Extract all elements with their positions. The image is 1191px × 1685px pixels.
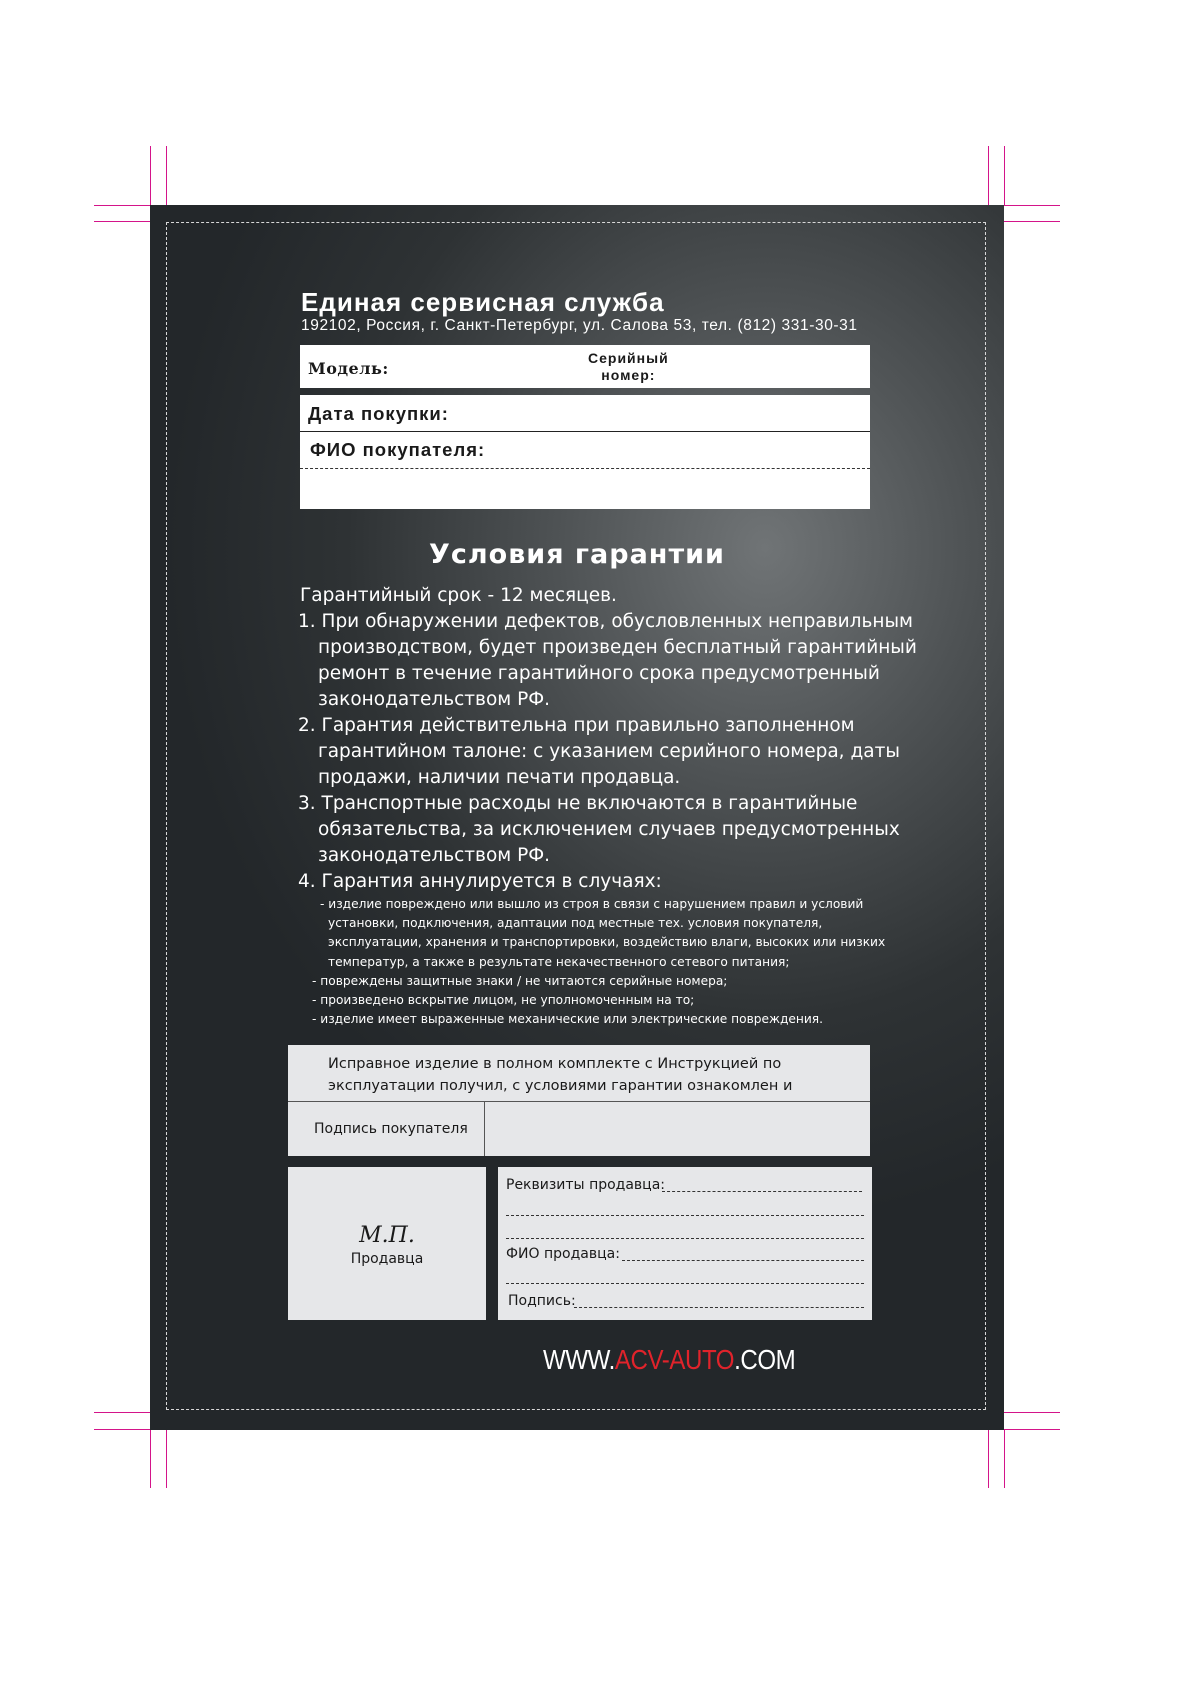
website-url[interactable]: WWW.ACV-AUTO.COM [542, 1344, 795, 1375]
crop-mark [94, 1412, 150, 1413]
stamp-mp: М.П. [359, 1223, 415, 1248]
seller-signature-field[interactable] [574, 1307, 864, 1308]
purchase-date-label: Дата покупки: [308, 403, 449, 424]
warranty-card [150, 205, 1004, 1430]
service-title: Единая сервисная служба [301, 287, 665, 317]
buyer-signature-label-box [288, 1102, 485, 1156]
acceptance-statement: Исправное изделие в полном комплекте с Инструкцией по эксплуатации получил, с условиями гарантии ознакомлен и [328, 1056, 793, 1094]
crop-mark [94, 221, 150, 222]
buyer-signature-field[interactable] [485, 1102, 870, 1156]
crop-mark [1004, 1429, 1060, 1430]
crop-mark [166, 1430, 167, 1488]
seller-name-field[interactable] [622, 1260, 864, 1261]
serial-label: Серийный номер: [588, 350, 669, 383]
seller-name-label: ФИО продавца: [506, 1246, 620, 1262]
purchase-info-box [300, 395, 870, 509]
acceptance-statement-box [288, 1045, 870, 1102]
seller-name-field[interactable] [506, 1283, 864, 1284]
seller-requisites-field[interactable] [506, 1238, 864, 1239]
website-url-accent: ACV-AUTO [614, 1344, 734, 1375]
crop-mark [1004, 221, 1060, 222]
seller-requisites-label: Реквизиты продавца: [506, 1177, 666, 1193]
term-item: 2. Гарантия действительна при правильно заполненном гарантийном талоне: с указанием серийного номера, даты продажи, наличии печати продавца. [298, 715, 900, 788]
buyer-name-line [300, 468, 870, 469]
crop-mark [1004, 205, 1060, 206]
model-serial-box [300, 345, 870, 388]
crop-mark [1004, 1412, 1060, 1413]
term-item: 3. Транспортные расходы не включаются в гарантийные обязательства, за исключением случаев предусмотренных законодательством РФ. [298, 793, 900, 866]
model-label: Модель: [308, 359, 389, 378]
warranty-period: Гарантийный срок - 12 месяцев. [300, 585, 617, 606]
term-item: 4. Гарантия аннулируется в случаях: [298, 871, 662, 892]
annul-case: - изделие имеет выраженные механические или электрические повреждения. [312, 1012, 823, 1027]
warranty-title: Условия гарантии [429, 539, 725, 570]
seller-signature-label: Подпись: [508, 1293, 576, 1309]
seller-requisites-field[interactable] [662, 1191, 862, 1192]
crop-mark [94, 205, 150, 206]
crop-mark [1004, 146, 1005, 206]
seller-requisites-field[interactable] [506, 1215, 864, 1216]
stamp-seller: Продавца [350, 1251, 424, 1267]
crop-mark [988, 1430, 989, 1488]
term-item: 1. При обнаружении дефектов, обусловленных неправильным производством, будет произведен бесплатный гарантийный ремонт в течение гарантийного срока предусмотренный законодательством РФ. [298, 611, 917, 710]
seller-details-box [498, 1167, 872, 1320]
crop-mark [1004, 1430, 1005, 1488]
crop-mark [150, 1430, 151, 1488]
crop-mark [988, 146, 989, 206]
buyer-name-label: ФИО покупателя: [310, 439, 486, 460]
crop-mark [94, 1429, 150, 1430]
annul-case: - изделие повреждено или вышло из строя в связи с нарушением правил и условий установки, подключения, адаптации под местные тех. условия покупателя, эксплуатации, хранения и транспортировки, воздействию влаги, высоких или низких температур, а также в результате некачественного сетевого питания; [320, 897, 886, 969]
warranty-terms [298, 583, 978, 1029]
crop-mark [166, 146, 167, 206]
divider [300, 431, 870, 432]
buyer-signature-label: Подпись покупателя [314, 1121, 468, 1137]
stamp-area [288, 1167, 486, 1320]
crop-mark [150, 146, 151, 206]
service-address: 192102, Россия, г. Санкт-Петербург, ул. Салова 53, тел. (812) 331-30-31 [301, 317, 858, 334]
annul-case: - повреждены защитные знаки / не читаются серийные номера; [312, 973, 728, 988]
annul-case: - произведено вскрытие лицом, не уполномоченным на то; [312, 993, 695, 1008]
